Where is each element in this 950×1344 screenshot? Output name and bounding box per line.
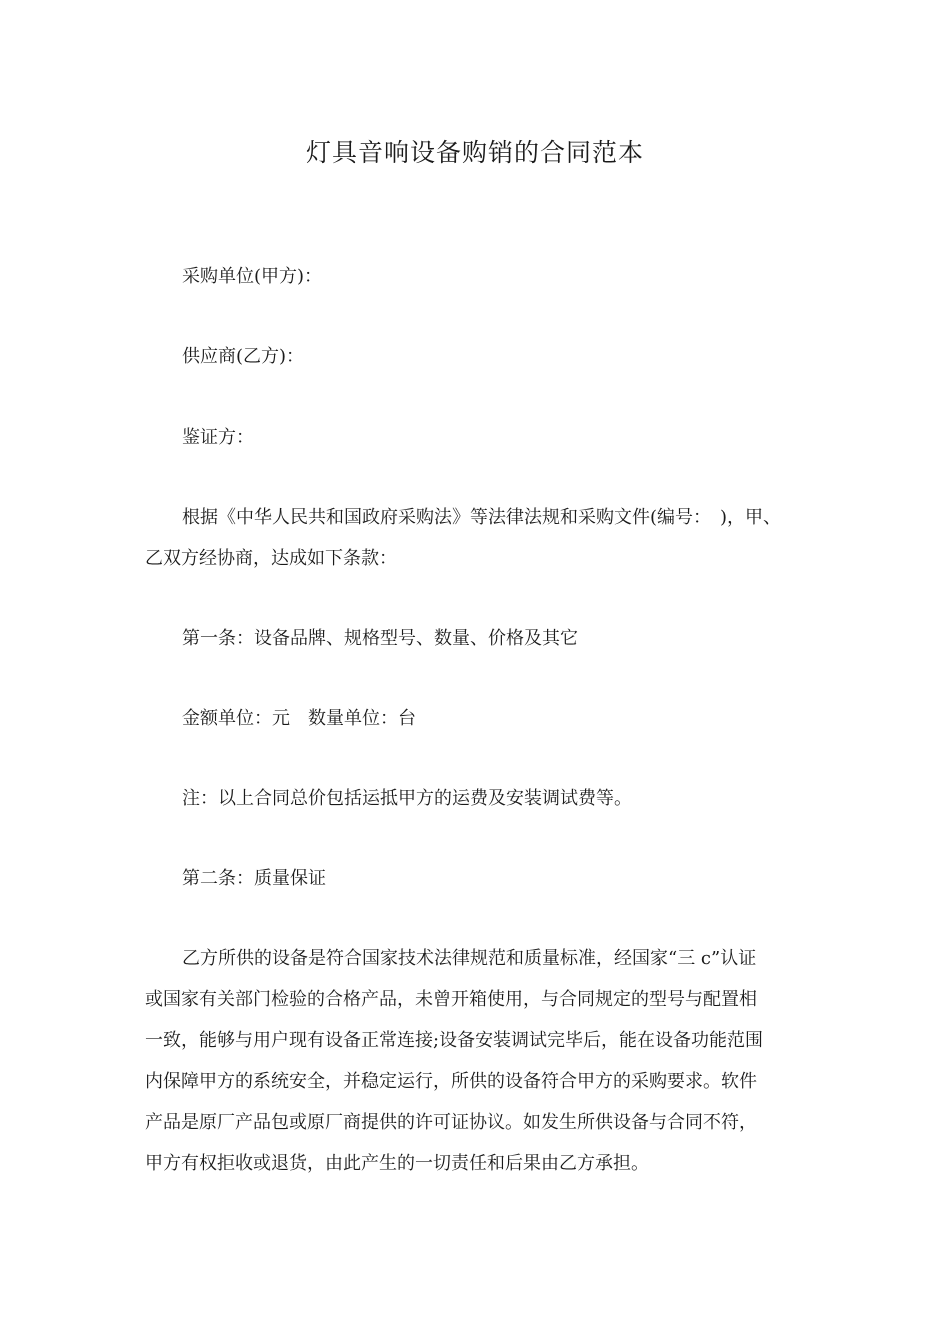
quality-line-1: 乙方所供的设备是符合国家技术法律规范和质量标准，经国家“三 c”认证 [182, 948, 757, 969]
quality-paragraph [145, 938, 807, 1184]
quality-line-4: 内保障甲方的系统安全，并稳定运行，所供的设备符合甲方的采购要求。软件 [145, 1071, 757, 1092]
article-1-heading: 第一条：设备品牌、规格型号、数量、价格及其它 [182, 628, 578, 649]
basis-paragraph-line-2: 乙双方经协商，达成如下条款： [145, 548, 397, 569]
article-2-heading: 第二条：质量保证 [182, 868, 326, 889]
quality-line-3: 一致，能够与用户现有设备正常连接;设备安装调试完毕后，能在设备功能范围 [145, 1030, 764, 1051]
quality-line-6: 甲方有权拒收或退货，由此产生的一切责任和后果由乙方承担。 [145, 1153, 649, 1174]
buyer-line: 采购单位(甲方)： [182, 266, 323, 287]
supplier-line: 供应商(乙方)： [182, 346, 305, 367]
witness-line: 鉴证方： [182, 427, 254, 448]
basis-paragraph-line-1: 根据《中华人民共和国政府采购法》等法律法规和采购文件(编号： )，甲、 [182, 507, 782, 528]
document-title: 灯具音响设备购销的合同范本 [305, 138, 644, 167]
units-line: 金额单位：元 数量单位：台 [182, 708, 416, 729]
quality-line-5: 产品是原厂产品包或原厂商提供的许可证协议。如发生所供设备与合同不符， [145, 1112, 757, 1133]
price-note: 注：以上合同总价包括运抵甲方的运费及安装调试费等。 [182, 788, 632, 809]
quality-line-2: 或国家有关部门检验的合格产品，未曾开箱使用，与合同规定的型号与配置相 [145, 989, 757, 1010]
